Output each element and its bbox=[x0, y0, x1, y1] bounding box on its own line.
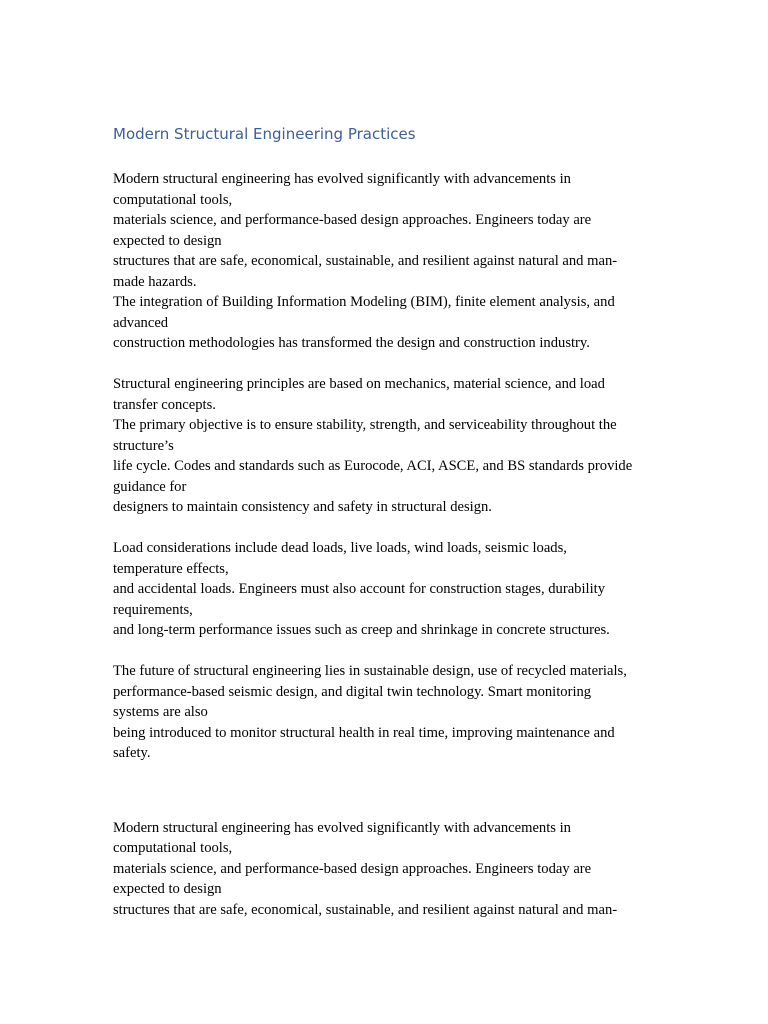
text-line: designers to maintain consistency and safety in structural design. bbox=[113, 499, 492, 515]
text-line: guidance for bbox=[113, 478, 187, 495]
text-line: requirements, bbox=[113, 601, 193, 618]
text-line: and long-term performance issues such as creep and shrinkage in concrete structures. bbox=[113, 622, 610, 638]
text-line: Load considerations include dead loads, live loads, wind loads, seismic loads, bbox=[113, 540, 567, 556]
document-title: Modern Structural Engineering Practices bbox=[113, 125, 416, 143]
text-line: computational tools, bbox=[113, 191, 233, 208]
text-line: and accidental loads. Engineers must also account for construction stages, durability bbox=[113, 581, 605, 597]
paragraph-spacer bbox=[113, 641, 658, 662]
text-line: being introduced to monitor structural health in real time, improving maintenance and bbox=[113, 724, 615, 741]
text-line: materials science, and performance-based design approaches. Engineers today are bbox=[113, 860, 592, 877]
text-line: made hazards. bbox=[113, 273, 197, 290]
text-line: expected to design bbox=[113, 881, 222, 897]
text-line: structure’s bbox=[113, 437, 174, 454]
paragraph-intro bbox=[113, 169, 658, 354]
text-line: life cycle. Codes and standards such as Eurocode, ACI, ASCE, and BS standards provide bbox=[113, 458, 633, 474]
paragraph-future bbox=[113, 661, 658, 764]
text-line: The integration of Building Information Modeling (BIM), finite element analysis, and bbox=[113, 294, 615, 310]
paragraph-spacer bbox=[113, 518, 658, 539]
text-line: The primary objective is to ensure stability, strength, and serviceability throughout the bbox=[113, 417, 617, 433]
text-line: transfer concepts. bbox=[113, 396, 216, 413]
document-body bbox=[113, 169, 658, 920]
text-line: computational tools, bbox=[113, 840, 233, 856]
paragraph-repeat bbox=[113, 818, 658, 921]
text-line: safety. bbox=[113, 745, 151, 761]
text-line: systems are also bbox=[113, 704, 208, 720]
paragraph-loads bbox=[113, 538, 658, 641]
paragraph-principles bbox=[113, 374, 658, 518]
text-line: advanced bbox=[113, 314, 169, 331]
text-line: materials science, and performance-based design approaches. Engineers today are bbox=[113, 212, 592, 228]
text-line: performance-based seismic design, and digital twin technology. Smart monitoring bbox=[113, 683, 592, 700]
text-line: structures that are safe, economical, sustainable, and resilient against natural and man- bbox=[113, 901, 618, 918]
text-line: Structural engineering principles are based on mechanics, material science, and load bbox=[113, 376, 605, 392]
text-line: Modern structural engineering has evolved significantly with advancements in bbox=[113, 171, 571, 187]
text-line: Modern structural engineering has evolved significantly with advancements in bbox=[113, 819, 571, 836]
paragraph-spacer bbox=[113, 354, 658, 375]
text-line: expected to design bbox=[113, 232, 222, 249]
text-line: construction methodologies has transformed the design and construction industry. bbox=[113, 335, 590, 351]
text-line: temperature effects, bbox=[113, 560, 229, 577]
text-line: The future of structural engineering lies in sustainable design, use of recycled materials, bbox=[113, 663, 627, 679]
text-line: structures that are safe, economical, sustainable, and resilient against natural and man- bbox=[113, 253, 618, 269]
paragraph-spacer bbox=[113, 764, 658, 818]
